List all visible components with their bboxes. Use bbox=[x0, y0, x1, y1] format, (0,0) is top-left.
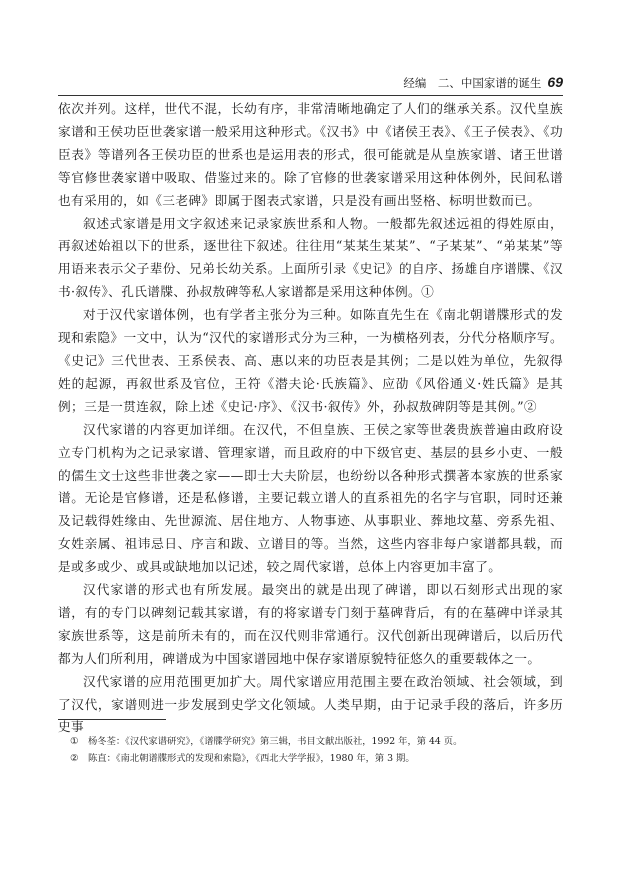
running-header bbox=[58, 74, 563, 91]
footnotes bbox=[58, 733, 563, 767]
footnote-text: 杨冬荃：《汉代家谱研究》，《谱牒学研究》第三辑，书目文献出版社，1992 年，第 44 页。 bbox=[88, 736, 463, 747]
paragraph: 汉代家谱的应用范围更加扩大。周代家谱应用范围主要在政治领域、社会领域，到了汉代，家谱则进一步发展到史学文化领域。人类早期，由于记录手段的落后，许多历史事 bbox=[58, 673, 563, 735]
paragraph: 依次并列。这样，世代不混，长幼有序，非常清晰地确定了人们的继承关系。汉代皇族家谱和王侯功臣世袭家谱一般采用这种形式。《汉书》中《诸侯王表》、《王子侯表》、《功臣表》等谱列各王侯功臣的世系也是运用表的形式，很可能就是从皇族家谱、诸王世谱等官修世袭家谱中吸取、借鉴过来的。除了官修的世袭家谱采用这种体例外，民间私谱也有采用的，如《三老碑》即属于图表式家谱，只是没有画出竖格、标明世数而已。 bbox=[58, 101, 563, 208]
paragraph: 对于汉代家谱体例，也有学者主张分为三种。如陈直先生在《南北朝谱牒形式的发现和索隐》一文中，认为“汉代的家谱形式分为三种，一为横格列表，分代分格顺序写。《史记》三代世表、王系侯表、高、惠以来的功臣表是其例；二是以姓为单位，先叙得姓的起源，再叙世系及官位，王符《潜夫论·氏族篇》、应劭《风俗通义·姓氏篇》是其例；三是一贯连叙，除上述《史记·序》、《汉书·叙传》外，孙叔敖碑阴等是其例。”② bbox=[58, 307, 563, 414]
paragraph: 汉代家谱的内容更加详细。在汉代，不但皇族、王侯之家等世袭贵族普遍由政府设立专门机构为之记录家谱、管理家谱，而且政府的中下级官吏、基层的县乡小吏、一般的儒生文士这些非世袭之家——即士大夫阶层，也纷纷以各种形式撰著本家族的世系家谱。无论是官修谱，还是私修谱，主要记载立谱人的直系祖先的名字与官职，同时还兼及记载得姓缘由、先世源流、居住地方、人物事迹、从事职业、葬地坟墓、旁系先祖、女姓亲属、祖讳忌日、序言和跋、立谱目的等。当然，这些内容非每户家谱都具载，而是或多或少、或具或缺地加以记述，较之周代家谱，总体上内容更加丰富了。 bbox=[58, 421, 563, 575]
footnote bbox=[58, 733, 563, 750]
page-number: 69 bbox=[547, 74, 563, 90]
running-header-section: 经编 二、中国家谱的诞生 bbox=[403, 76, 542, 90]
footnote-mark: ② bbox=[70, 753, 79, 764]
footnote-rule bbox=[58, 719, 166, 720]
header-rule bbox=[58, 95, 563, 96]
footnote-mark: ① bbox=[70, 736, 79, 747]
footnote bbox=[58, 750, 563, 767]
paragraph: 汉代家谱的形式也有所发展。最突出的就是出现了碑谱，即以石刻形式出现的家谱，有的专门以碑刻记载其家谱，有的将家谱专门刻于墓碑背后，有的在墓碑中详录其家族世系等，这是前所未有的，而在汉代则非常通行。汉代创新出现碑谱后，以后历代都为人们所利用，碑谱成为中国家谱园地中保存家谱原貌特征悠久的重要载体之一。 bbox=[58, 582, 563, 666]
body-text bbox=[58, 98, 563, 739]
paragraph: 叙述式家谱是用文字叙述来记录家族世系和人物。一般都先叙述远祖的得姓原由，再叙述始祖以下的世系，逐世往下叙述。往往用“某某生某某”、“子某某”、“弟某某”等用语来表示父子辈份、兄弟长幼关系。上面所引录《史记》的自序、扬雄自序谱牒、《汉书·叙传》、孔氏谱牒、孙叔敖碑等私人家谱都是采用这种体例。① bbox=[58, 215, 563, 300]
footnote-text: 陈直：《南北朝谱牒形式的发现和索隐》，《西北大学学报》，1980 年，第 3 期。 bbox=[88, 753, 415, 764]
